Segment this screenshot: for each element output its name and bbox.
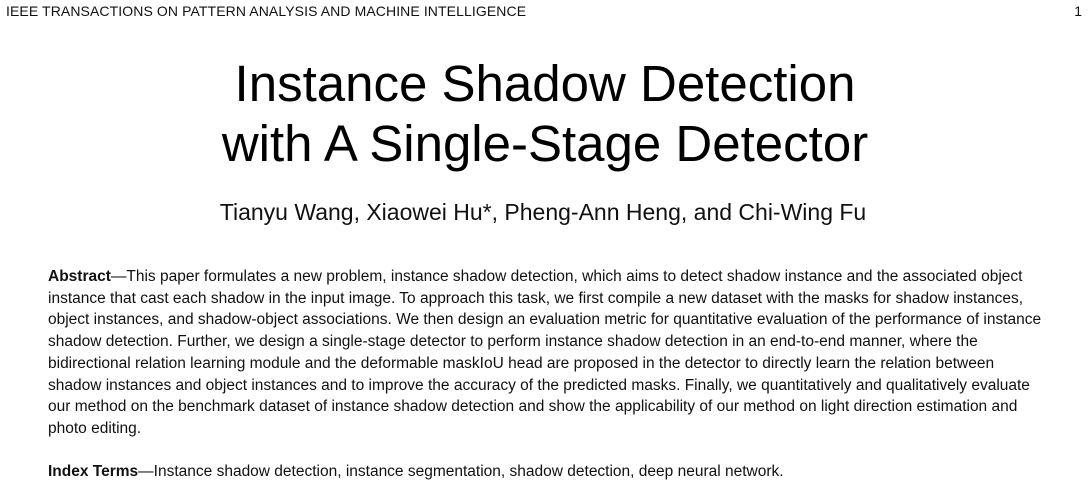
title-line-1: Instance Shadow Detection xyxy=(234,55,856,112)
journal-name: IEEE TRANSACTIONS ON PATTERN ANALYSIS AND MACHINE INTELLIGENCE xyxy=(6,3,527,19)
index-terms-paragraph xyxy=(48,461,1048,482)
index-terms-text: —Instance shadow detection, instance segmentation, shadow detection, deep neural network. xyxy=(138,463,784,480)
title-line-2: with A Single-Stage Detector xyxy=(221,115,869,172)
paper-title xyxy=(0,54,1090,174)
abstract-text: —This paper formulates a new problem, instance shadow detection, which aims to detect shadow instance and the associated object instance that cast each shadow in the input image. To approach this task, we first compile a new dataset with the masks for shadow instances, object instances, and shadow-object associations. We then design an evaluation metric for quantitative evaluation of the performance of instance shadow detection. Further, we design a single-stage detector to perform instance shadow detection in an end-to-end manner, where the bidirectional relation learning module and the deformable maskIoU head are proposed in the detector to directly learn the relation between shadow instances and object instances and to improve the accuracy of the predicted masks. Finally, we quantitatively and qualitatively evaluate our method on the benchmark dataset of instance shadow detection and show the applicability of our method on light direction estimation and photo editing. xyxy=(48,268,1042,437)
abstract-paragraph xyxy=(48,266,1048,440)
abstract-label: Abstract xyxy=(48,268,111,285)
page-number: 1 xyxy=(1074,3,1082,19)
author-list: Tianyu Wang, Xiaowei Hu*, Pheng-Ann Heng, and Chi-Wing Fu xyxy=(219,199,867,225)
index-terms-label: Index Terms xyxy=(48,463,139,480)
